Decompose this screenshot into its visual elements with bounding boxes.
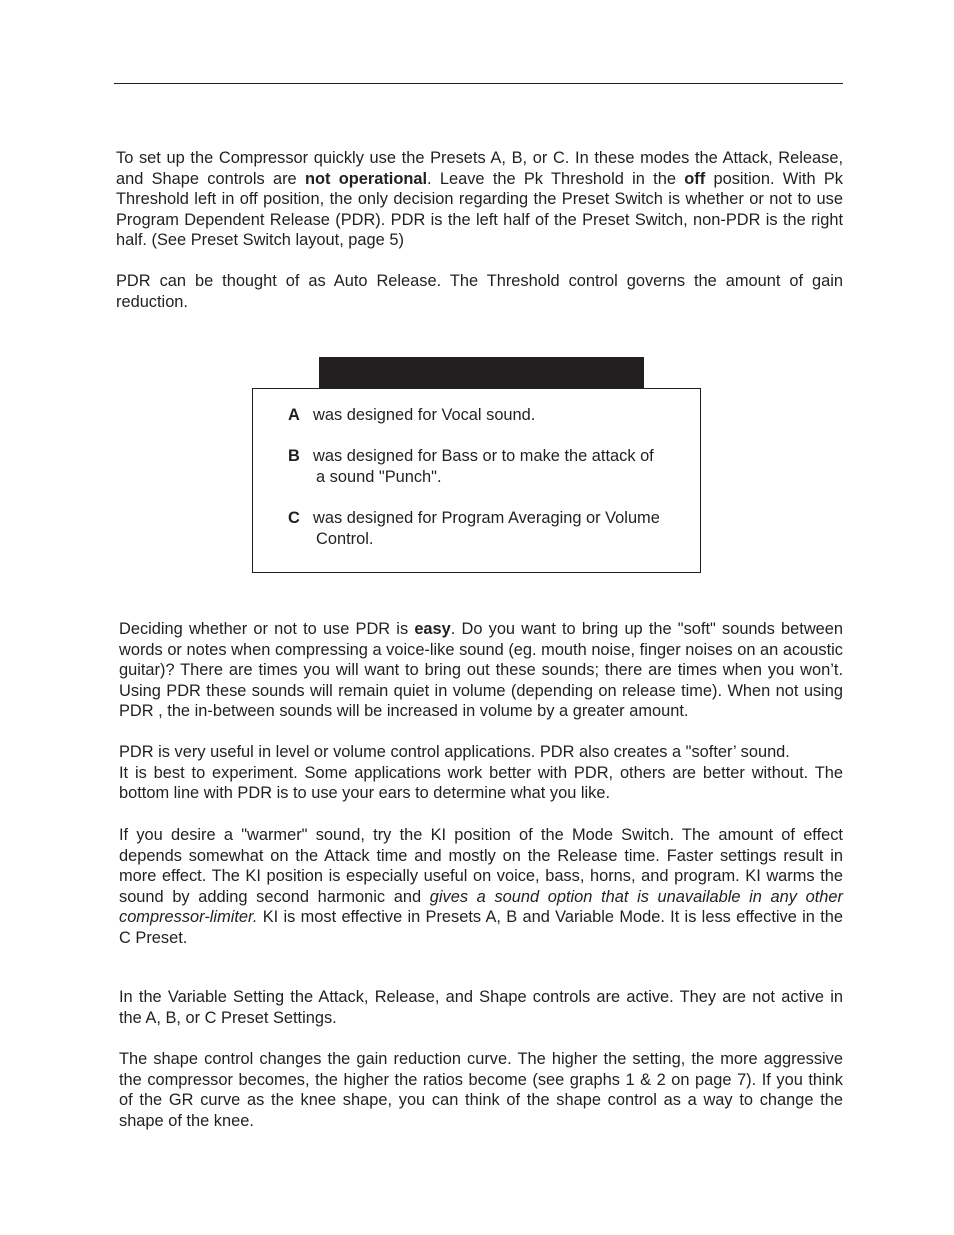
- pdr-decision-paragraph: [119, 619, 843, 722]
- intro-bold-off: off: [684, 169, 706, 188]
- pdr-usage-line-2: It is best to experiment. Some applications work better with PDR, others are better without. The bottom line with PDR is to use your ears to determine what you like.: [119, 763, 843, 803]
- pdr-usage-line-1: PDR is very useful in level or volume control applications. PDR also creates a "softer’ sound.: [119, 743, 790, 761]
- preset-a-item: [288, 405, 688, 426]
- pdr-decision-text-1: Deciding whether or not to use PDR is: [119, 620, 415, 638]
- intro-text-3: position. With Pk Threshold left in off position, the only decision regarding the Preset Switch is whether or not to use Program Dependent Release (PDR). PDR is the left half of the Preset Switch, non-PDR is the right half. (See Preset Switch layout, page 5): [116, 169, 843, 250]
- header-rule: [114, 83, 843, 84]
- intro-text-2: . Leave the Pk Threshold in the: [427, 169, 685, 188]
- preset-b-item: [288, 446, 688, 487]
- preset-c-description-cont: Control.: [316, 529, 374, 548]
- ki-mode-paragraph: [119, 825, 843, 949]
- pdr-definition-paragraph: PDR can be thought of as Auto Release. The Threshold control governs the amount of gain reduction.: [116, 272, 843, 311]
- ki-mode-text-1: If you desire a "warmer" sound, try the KI position of the Mode Switch. The amount of effect depends somewhat on the Attack time and mostly on the Release time. Faster settings result in more effect. The KI position is especially useful on voice, bass, horns, and program. KI warms the sound by adding second harmonic and: [119, 826, 843, 906]
- preset-c-item: [288, 508, 688, 549]
- shape-control-paragraph: The shape control changes the gain reduction curve. The higher the setting, the more aggressive the compressor becomes, the higher the ratios become (see graphs 1 & 2 on page 7). If you think of the GR curve as the knee shape, you can think of the shape control as a way to change the shape of the knee.: [119, 1050, 843, 1130]
- preset-b-description: was designed for Bass or to make the attack of: [313, 447, 654, 465]
- ki-mode-text-2: KI is most effective in Presets A, B and Variable Mode. It is less effective in the C Preset.: [119, 908, 843, 947]
- preset-a-letter: A: [288, 406, 300, 424]
- pdr-decision-bold-easy: easy: [414, 620, 451, 638]
- pdr-decision-text-2: . Do you want to bring up the "soft" sounds between words or notes when compressing a voice-like sound (eg. mouth noise, finger noises on an acoustic guitar)? There are times you will want to bring out these sounds; there are times when you won’t. Using PDR these sounds will remain quiet in volume (depending on release time). When not using PDR , the in-between sounds will be increased in volume by a greater amount.: [119, 620, 843, 721]
- variable-setting-paragraph: In the Variable Setting the Attack, Release, and Shape controls are active. They are not active in the A, B, or C Preset Settings.: [119, 988, 843, 1027]
- preset-c-description: was designed for Program Averaging or Volume: [313, 509, 660, 527]
- ki-mode-italic: gives a sound option that is unavailable in any other compressor-limiter.: [119, 887, 843, 927]
- preset-c-letter: C: [288, 509, 300, 527]
- preset-a-description: was designed for Vocal sound.: [313, 406, 536, 424]
- intro-bold-not-operational: not operational: [304, 169, 428, 188]
- intro-paragraph: [116, 148, 843, 251]
- preset-b-letter: B: [288, 447, 300, 465]
- presets-box: [252, 388, 701, 573]
- preset-b-description-cont: a sound "Punch".: [316, 467, 442, 486]
- presets-heading-bar: [319, 357, 644, 389]
- pdr-usage-paragraph: [119, 742, 843, 804]
- intro-text-1: To set up the Compressor quickly use the Presets A, B, or C. In these modes the Attack, Release, and Shape controls are: [116, 149, 843, 188]
